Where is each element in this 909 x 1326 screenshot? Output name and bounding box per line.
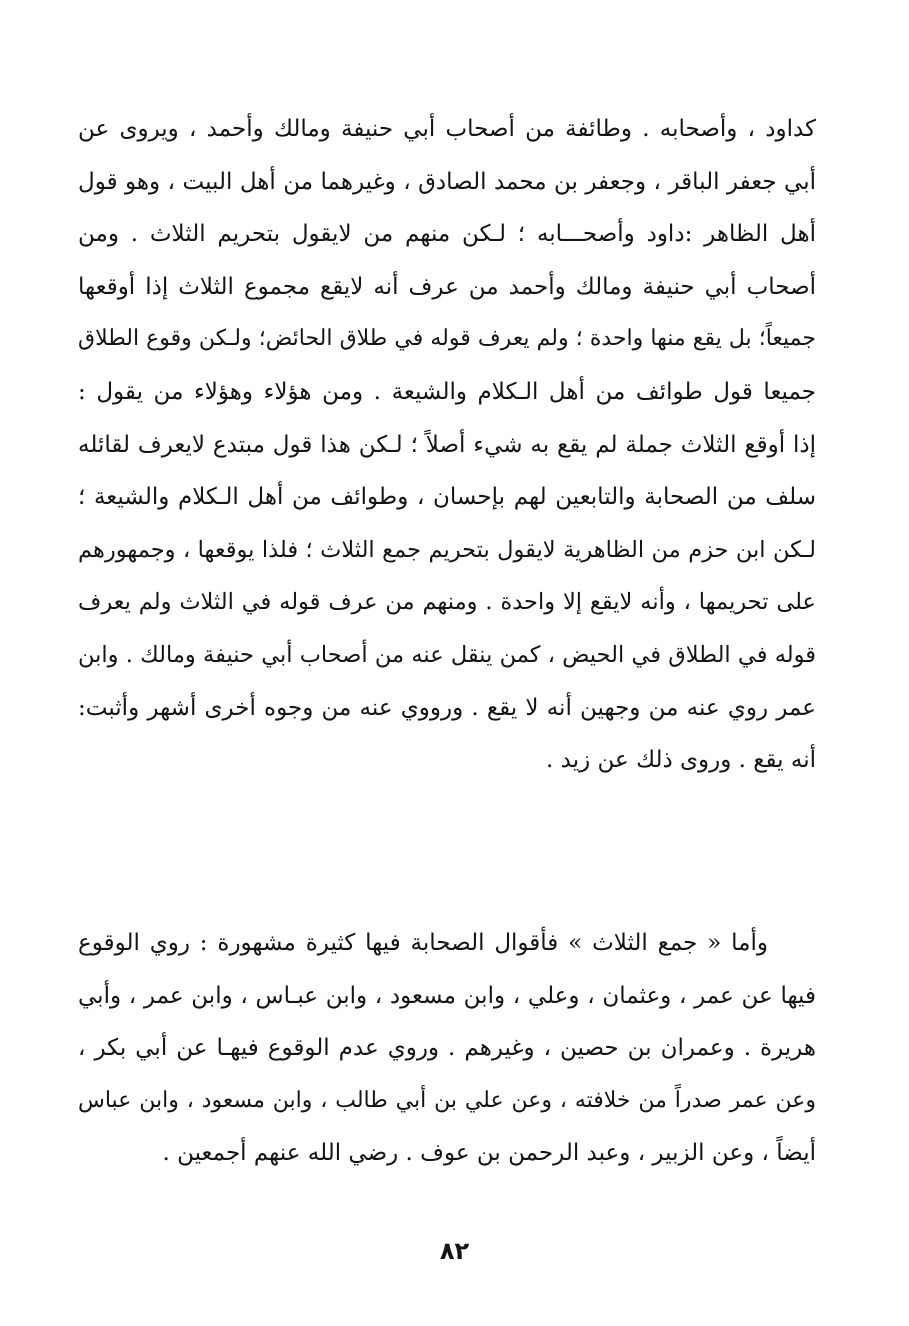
paragraph-2 [78, 917, 816, 1180]
text-line: لـكن ابن حزم من الظاهرية لايقول بتحريم جمع الثلاث ؛ فلذا يوقعها ، وجمهورهم [78, 536, 816, 563]
text-line: أيضاً ، وعن الزبير ، وعبد الرحمن بن عوف . رضي الله عنهم أجمعين . [162, 1140, 816, 1167]
text-line: جميعاً؛ بل يقع منها واحدة ؛ ولم يعرف قوله في طلاق الحائض؛ ولـكن وقوع الطلاق [78, 326, 816, 352]
text-line: قوله في الطلاق في الحيض ، كمن ينقل عنه من أصحاب أبي حنيفة ومالك . وابن [78, 641, 816, 668]
text-line: وعن عمر صدراً من خلافته ، وعن علي بن أبي طالب ، وابن مسعود ، وابن عباس [78, 1087, 816, 1113]
text-line: أبي جعفر الباقر ، وجعفر بن محمد الصادق ، وغيرهما من أهل البيت ، وهو قول [78, 168, 816, 195]
text-line: وأما « جمع الثلاث » فأقوال الصحابة فيها كثيرة مشهورة : روي الوقوع [78, 930, 768, 956]
text-line: جميعا قول طوائف من أهل الـكلام والشيعة . ومن هؤلاء وهؤلاء من يقول : [78, 378, 816, 405]
text-line: إذا أوقع الثلاث جملة لم يقع به شيء أصلاً ؛ لـكن هذا قول مبتدع لايعرف لقائله [78, 431, 816, 458]
text-line: على تحريمها ، وأنه لايقع إلا واحدة . ومنهم من عرف قوله في الثلاث ولم يعرف [78, 589, 816, 616]
text-line: سلف من الصحابة والتابعين لهم بإحسان ، وطوائف من أهل الـكلام والشيعة ؛ [78, 484, 816, 511]
text-line: فيها عن عمر ، وعثمان ، وعلي ، وابن مسعود ، وابن عبـاس ، وابن عمر ، وأبي [78, 982, 816, 1009]
text-line: أصحاب أبي حنيفة ومالك وأحمد من عرف أنه لايقع مجموع الثلاث إذا أوقعها [78, 273, 816, 300]
text-line: عمر روي عنه من وجهين أنه لا يقع . ورووي عنه من وجوه أخرى أشهر وأثبت: [78, 694, 816, 721]
text-line: أنه يقع . وروى ذلك عن زيد . [546, 747, 816, 774]
page-number: ٨٢ [439, 1237, 470, 1265]
paragraph-1 [78, 103, 816, 787]
text-line: أهل الظاهر :داود وأصحـــابه ؛ لـكن منهم من لايقول بتحريم الثلاث . ومن [78, 221, 816, 248]
text-line: كداود ، وأصحابه . وطائفة من أصحاب أبي حنيفة ومالك وأحمد ، ويروى عن [78, 116, 816, 142]
text-line: هريرة . وعمران بن حصين ، وغيرهم . وروي عدم الوقوع فيهـا عن أبي بكر ، [78, 1035, 816, 1062]
